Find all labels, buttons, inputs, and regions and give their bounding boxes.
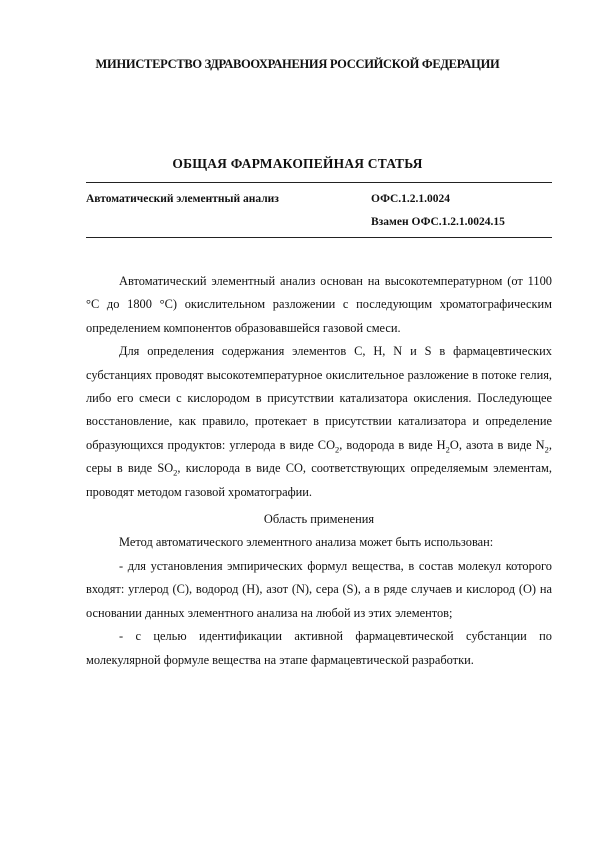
paragraph-principle: Автоматический элементный анализ основан на высокотемпературном (от 1100 °С до 1800 °С) окислительном разложении с последующим хроматографическим определением компонентов образовавшейся газовой смеси. <box>86 274 552 335</box>
paragraph-procedure-text-b: , водорода в виде H <box>339 437 446 452</box>
header-rule-top <box>86 182 552 183</box>
article-title: Автоматический элементный анализ <box>86 193 279 205</box>
article-body <box>86 270 552 672</box>
paragraph-procedure-text-e: , кислорода в виде CO, соответствующих определяемым элементам, проводят методом газовой хроматографии. <box>86 461 552 499</box>
ministry-name: МИНИСТЕРСТВО ЗДРАВООХРАНЕНИЯ РОССИЙСКОЙ ФЕДЕРАЦИИ <box>95 57 500 71</box>
paragraph-procedure <box>86 340 552 504</box>
paragraph-scope-intro: Метод автоматического элементного анализа может быть использован: <box>119 535 494 550</box>
list-item-identification: - с целью идентификации активной фармацевтической субстанции по молекулярной формуле вещества на этапе фармацевтической разработки. <box>86 629 552 667</box>
section-heading: Область применения <box>263 512 375 527</box>
list-item-empirical-formula: - для установления эмпирических формул вещества, в состав молекул которого входят: углерод (C), водород (H), азот (N), сера (S), а в ряде случаев и кислород (O) на основании данных элементного анализа на любой из этих элементов; <box>86 558 552 620</box>
replaces-code: Взамен ОФС.1.2.1.0024.15 <box>371 216 505 228</box>
article-code: ОФС.1.2.1.0024 <box>371 193 451 205</box>
paragraph-procedure-text-d: , серы в виде SO <box>86 437 552 476</box>
subscript: 2 <box>173 467 178 478</box>
subscript: 2 <box>445 444 450 455</box>
subscript: 2 <box>544 444 549 455</box>
paragraph-procedure-text-c: O, азота в виде N <box>449 437 545 452</box>
paragraph-procedure-text-a: Для определения содержания элементов C, H, N и S в фармацевтических субстанциях проводят высокотемпературное окислительное разложение в потоке гелия, либо его смеси с кислородом в присутствии катализатора окисления. Последующее восстановление, как правило, протекает в присутствии катализатора и определение образующихся продуктов: углерода в виде CO <box>86 344 552 452</box>
subscript: 2 <box>335 444 340 455</box>
header-rule-bottom <box>86 237 552 238</box>
document-type-title: ОБЩАЯ ФАРМАКОПЕЙНАЯ СТАТЬЯ <box>172 156 423 171</box>
